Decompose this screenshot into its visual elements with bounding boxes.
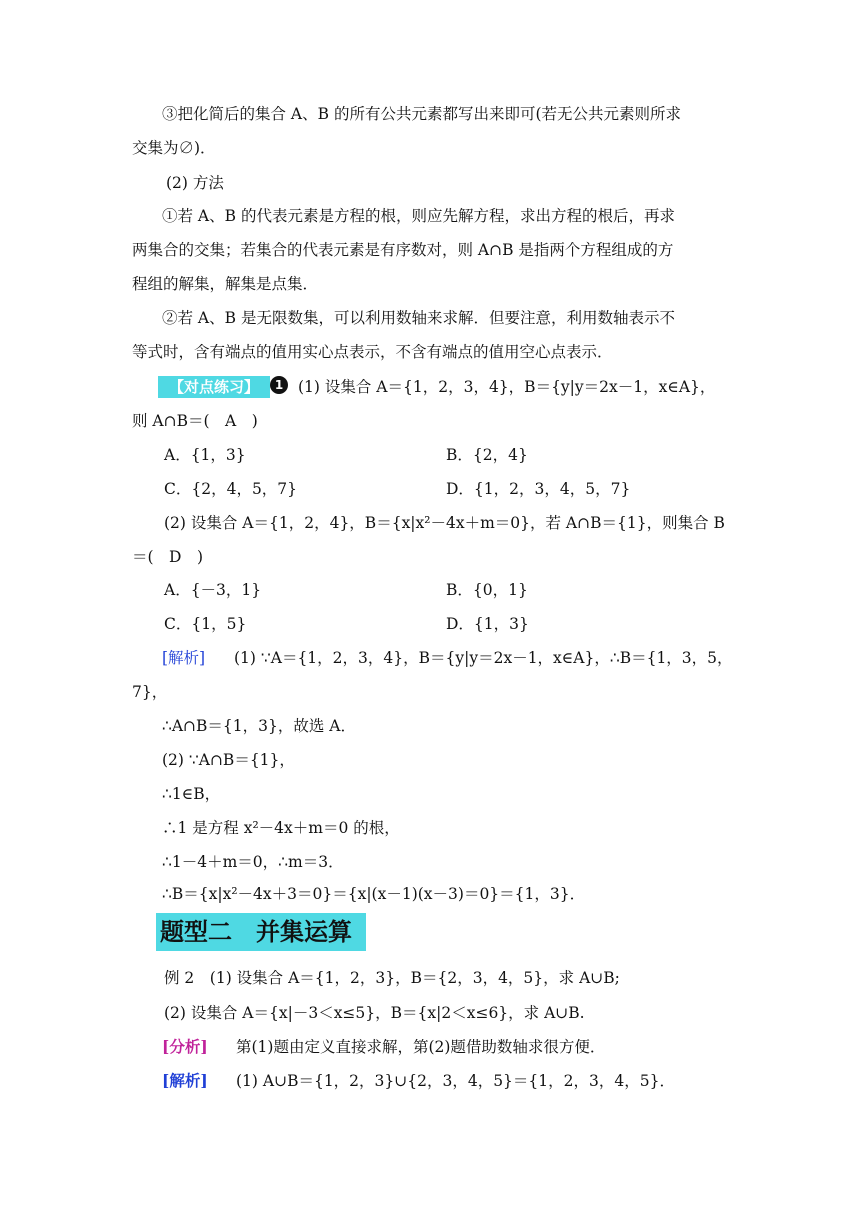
option-b: B．{2，4} <box>446 446 528 464</box>
option-c: C．{2，4，5，7} <box>164 480 298 498</box>
solution-line: (1) ∵A＝{1，2，3，4}，B＝{y|y＝2x－1，x∈A}，∴B＝{1，3，5， <box>234 649 733 667</box>
solution-line: ∴1－4＋m＝0，∴m＝3． <box>162 853 344 871</box>
option-a: A．{1，3} <box>164 446 246 464</box>
solution-line: ∴1∈B， <box>162 785 221 803</box>
paragraph-line: ③把化简后的集合 A、B 的所有公共元素都写出来即可(若无公共元素则所求 <box>162 105 681 123</box>
section-heading: 题型二 并集运算 <box>156 913 366 951</box>
solution-line: ∴A∩B＝{1，3}，故选 A． <box>162 717 357 735</box>
practice-tag: 【对点练习】 <box>158 376 270 398</box>
analysis-text: 第(1)题由定义直接求解，第(2)题借助数轴求很方便． <box>236 1038 606 1056</box>
solution-label: [解析] <box>162 1071 208 1090</box>
option-c: C．{1，5} <box>164 615 247 633</box>
question-line: ＝( D ) <box>132 548 204 566</box>
practice-number: 1 <box>270 376 288 394</box>
paragraph-line: 程组的解集，解集是点集． <box>132 275 319 293</box>
paragraph-line: 交集为∅)． <box>132 139 216 157</box>
option-a: A．{－3，1} <box>164 581 262 599</box>
question-line: (2) 设集合 A＝{1，2，4}，B＝{x|x²－4x＋m＝0}，若 A∩B＝{1}，则集合 B <box>164 514 725 532</box>
option-b: B．{0，1} <box>446 581 528 599</box>
solution-label: [解析] <box>162 649 206 667</box>
option-d: D．{1，3} <box>446 615 529 633</box>
question-line: (1) 设集合 A＝{1，2，3，4}，B＝{y|y＝2x－1，x∈A}， <box>298 378 716 396</box>
paragraph-line: (2) 方法 <box>166 174 224 192</box>
option-d: D．{1，2，3，4，5，7} <box>446 480 631 498</box>
solution-line: ∴B＝{x|x²－4x＋3＝0}＝{x|(x－1)(x－3)＝0}＝{1，3}． <box>162 885 586 903</box>
solution-line: (2) ∵A∩B＝{1}， <box>162 751 295 769</box>
example-line: 例 2 (1) 设集合 A＝{1，2，3}，B＝{2，3，4，5}，求 A∪B; <box>164 969 620 987</box>
paragraph-line: 两集合的交集；若集合的代表元素是有序数对，则 A∩B 是指两个方程组成的方 <box>132 241 674 259</box>
question-line: 则 A∩B＝( A ) <box>132 412 258 430</box>
solution-line: ∴1 是方程 x²－4x＋m＝0 的根， <box>162 819 400 837</box>
paragraph-line: ②若 A、B 是无限数集，可以利用数轴来求解．但要注意，利用数轴表示不 <box>162 309 675 327</box>
analysis-label: [分析] <box>162 1037 208 1056</box>
example-line: (2) 设集合 A＝{x|－3＜x≤5}，B＝{x|2＜x≤6}，求 A∪B. <box>164 1004 585 1022</box>
solution-line: 7}， <box>132 683 168 701</box>
solution-text: (1) A∪B＝{1，2，3}∪{2，3，4，5}＝{1，2，3，4，5}． <box>236 1072 675 1090</box>
paragraph-line: 等式时，含有端点的值用实心点表示，不含有端点的值用空心点表示． <box>132 343 613 361</box>
paragraph-line: ①若 A、B 的代表元素是方程的根，则应先解方程，求出方程的根后，再求 <box>162 207 675 225</box>
